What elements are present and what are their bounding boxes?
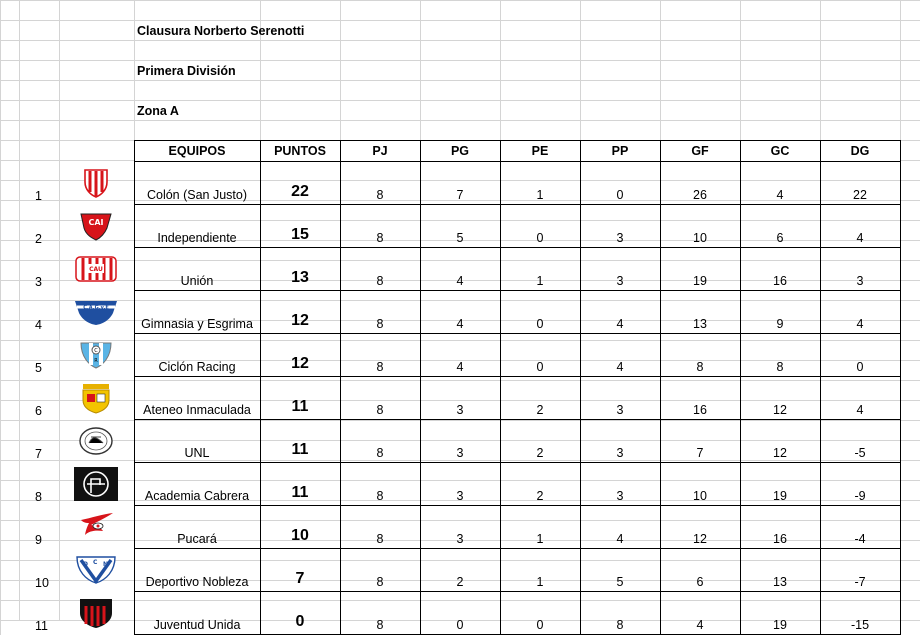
gc-cell[interactable]: 12: [740, 377, 820, 420]
pg-cell[interactable]: 3: [420, 506, 500, 549]
gf-cell[interactable]: 10: [660, 205, 740, 248]
table-row: [19, 205, 900, 248]
points-cell[interactable]: 22: [260, 162, 340, 205]
gc-cell[interactable]: 13: [740, 549, 820, 592]
pj-cell[interactable]: 8: [340, 463, 420, 506]
position-cell[interactable]: 8: [35, 489, 42, 504]
points-cell[interactable]: 11: [260, 463, 340, 506]
crest-cell[interactable]: [59, 248, 134, 291]
gf-cell[interactable]: 7: [660, 420, 740, 463]
pe-cell[interactable]: 0: [500, 592, 580, 635]
header-row: [19, 141, 900, 162]
pp-cell[interactable]: 4: [580, 334, 660, 377]
ciclon-racing-crest-icon: [73, 338, 119, 372]
table-row: [19, 463, 900, 506]
table-row: [19, 248, 900, 291]
position-cell[interactable]: 5: [35, 360, 42, 375]
gf-cell[interactable]: 19: [660, 248, 740, 291]
pj-cell[interactable]: 8: [340, 420, 420, 463]
pe-cell[interactable]: 1: [500, 162, 580, 205]
division-title[interactable]: Primera División: [137, 64, 236, 78]
pg-cell[interactable]: 0: [420, 592, 500, 635]
points-cell[interactable]: 10: [260, 506, 340, 549]
pj-cell[interactable]: 8: [340, 377, 420, 420]
table-row: [19, 291, 900, 334]
gf-cell[interactable]: 8: [660, 334, 740, 377]
colon-crest-icon: [73, 166, 119, 200]
gf-cell[interactable]: 16: [660, 377, 740, 420]
unl-seal-icon: [73, 424, 119, 458]
team-name-cell[interactable]: Academia Cabrera: [134, 463, 260, 506]
crest-cell[interactable]: [59, 592, 134, 635]
pp-cell[interactable]: 8: [580, 592, 660, 635]
svg-text:C.A.G.y.E: C.A.G.y.E: [83, 305, 110, 311]
team-name-cell[interactable]: UNL: [134, 420, 260, 463]
pj-cell[interactable]: 8: [340, 291, 420, 334]
gf-cell[interactable]: 4: [660, 592, 740, 635]
gf-cell[interactable]: 10: [660, 463, 740, 506]
gf-cell[interactable]: 13: [660, 291, 740, 334]
points-cell[interactable]: 11: [260, 420, 340, 463]
position-cell[interactable]: 10: [35, 575, 49, 590]
pj-cell[interactable]: 8: [340, 592, 420, 635]
team-name-cell[interactable]: Ateneo Inmaculada: [134, 377, 260, 420]
crest-cell[interactable]: [59, 377, 134, 420]
academia-cabrera-crest-icon: [73, 467, 119, 501]
team-name-cell[interactable]: Pucará: [134, 506, 260, 549]
crest-cell[interactable]: [59, 205, 134, 248]
points-cell[interactable]: 11: [260, 377, 340, 420]
pp-cell[interactable]: 3: [580, 463, 660, 506]
pj-cell[interactable]: 8: [340, 205, 420, 248]
col-header-pe[interactable]: PE: [500, 141, 580, 162]
col-header-pj[interactable]: PJ: [340, 141, 420, 162]
pe-cell[interactable]: 0: [500, 291, 580, 334]
standings-table: [19, 140, 901, 635]
team-name-cell[interactable]: Juventud Unida: [134, 592, 260, 635]
svg-text:CAI: CAI: [88, 218, 104, 227]
gc-cell[interactable]: 4: [740, 162, 820, 205]
team-name-cell[interactable]: Colón (San Justo): [134, 162, 260, 205]
crest-cell[interactable]: [59, 506, 134, 549]
pe-cell[interactable]: 1: [500, 248, 580, 291]
gc-cell[interactable]: 16: [740, 506, 820, 549]
pg-cell[interactable]: 7: [420, 162, 500, 205]
pp-cell[interactable]: 3: [580, 248, 660, 291]
points-cell[interactable]: 12: [260, 334, 340, 377]
crest-cell[interactable]: [59, 549, 134, 592]
team-name-cell[interactable]: Ciclón Racing: [134, 334, 260, 377]
col-header-pp[interactable]: PP: [580, 141, 660, 162]
pg-cell[interactable]: 5: [420, 205, 500, 248]
col-header-gc[interactable]: GC: [740, 141, 820, 162]
pp-cell[interactable]: 3: [580, 377, 660, 420]
team-name-cell[interactable]: Gimnasia y Esgrima: [134, 291, 260, 334]
position-cell[interactable]: 1: [35, 188, 42, 203]
gc-cell[interactable]: 12: [740, 420, 820, 463]
dg-cell[interactable]: -5: [820, 420, 900, 463]
pe-cell[interactable]: 1: [500, 506, 580, 549]
crest-cell[interactable]: [59, 463, 134, 506]
pucara-crest-icon: [73, 510, 119, 544]
col-header-puntos[interactable]: PUNTOS: [260, 141, 340, 162]
pp-cell[interactable]: 4: [580, 291, 660, 334]
gc-cell[interactable]: 16: [740, 248, 820, 291]
pp-cell[interactable]: 0: [580, 162, 660, 205]
pp-cell[interactable]: 3: [580, 420, 660, 463]
dg-cell[interactable]: -9: [820, 463, 900, 506]
pg-cell[interactable]: 2: [420, 549, 500, 592]
pe-cell[interactable]: 2: [500, 463, 580, 506]
svg-text:C: C: [93, 559, 98, 566]
pe-cell[interactable]: 0: [500, 205, 580, 248]
table-row: [19, 162, 900, 205]
gc-cell[interactable]: 6: [740, 205, 820, 248]
crest-cell[interactable]: [59, 291, 134, 334]
pj-cell[interactable]: 8: [340, 334, 420, 377]
pg-cell[interactable]: 4: [420, 291, 500, 334]
position-cell[interactable]: 7: [35, 446, 42, 461]
position-cell[interactable]: 2: [35, 231, 42, 246]
gc-cell[interactable]: 19: [740, 592, 820, 635]
blank-cell: [59, 141, 134, 162]
team-name-cell[interactable]: Unión: [134, 248, 260, 291]
col-header-dg[interactable]: DG: [820, 141, 900, 162]
pg-cell[interactable]: 3: [420, 463, 500, 506]
gc-cell[interactable]: 8: [740, 334, 820, 377]
svg-text:R: R: [94, 358, 98, 364]
independiente-crest-icon: [73, 209, 119, 243]
position-cell[interactable]: 4: [35, 317, 42, 332]
svg-text:CAU: CAU: [89, 266, 104, 273]
gc-cell[interactable]: 19: [740, 463, 820, 506]
position-cell[interactable]: 3: [35, 274, 42, 289]
pg-cell[interactable]: 3: [420, 377, 500, 420]
col-header-equipos[interactable]: EQUIPOS: [134, 141, 260, 162]
pg-cell[interactable]: 4: [420, 248, 500, 291]
team-name-cell[interactable]: Independiente: [134, 205, 260, 248]
gc-cell[interactable]: 9: [740, 291, 820, 334]
zone-title[interactable]: Zona A: [137, 104, 179, 118]
pj-cell[interactable]: 8: [340, 506, 420, 549]
dg-cell[interactable]: -7: [820, 549, 900, 592]
gf-cell[interactable]: 6: [660, 549, 740, 592]
points-cell[interactable]: 13: [260, 248, 340, 291]
table-row: [19, 592, 900, 635]
table-row: [19, 420, 900, 463]
pg-cell[interactable]: 3: [420, 420, 500, 463]
position-cell[interactable]: 11: [35, 618, 48, 633]
gimnasia-crest-icon: [73, 295, 119, 329]
pp-cell[interactable]: 5: [580, 549, 660, 592]
blank-cell: [19, 141, 59, 162]
dg-cell[interactable]: -15: [820, 592, 900, 635]
col-header-gf[interactable]: GF: [660, 141, 740, 162]
dg-cell[interactable]: 3: [820, 248, 900, 291]
points-cell[interactable]: 0: [260, 592, 340, 635]
pe-cell[interactable]: 2: [500, 420, 580, 463]
pj-cell[interactable]: 8: [340, 162, 420, 205]
gf-cell[interactable]: 12: [660, 506, 740, 549]
pj-cell[interactable]: 8: [340, 248, 420, 291]
crest-cell[interactable]: [59, 420, 134, 463]
crest-cell[interactable]: [59, 162, 134, 205]
dg-cell[interactable]: 4: [820, 205, 900, 248]
pg-cell[interactable]: 4: [420, 334, 500, 377]
pp-cell[interactable]: 3: [580, 205, 660, 248]
dg-cell[interactable]: -4: [820, 506, 900, 549]
pe-cell[interactable]: 0: [500, 334, 580, 377]
svg-text:D: D: [83, 561, 89, 568]
table-row: [19, 549, 900, 592]
points-cell[interactable]: 12: [260, 291, 340, 334]
union-crest-icon: [73, 252, 119, 286]
pe-cell[interactable]: 2: [500, 377, 580, 420]
col-header-pg[interactable]: PG: [420, 141, 500, 162]
gf-cell[interactable]: 26: [660, 162, 740, 205]
ateneo-crest-icon: [73, 381, 119, 415]
points-cell[interactable]: 7: [260, 549, 340, 592]
dg-cell[interactable]: 4: [820, 377, 900, 420]
dg-cell[interactable]: 22: [820, 162, 900, 205]
dg-cell[interactable]: 4: [820, 291, 900, 334]
dg-cell[interactable]: 0: [820, 334, 900, 377]
pp-cell[interactable]: 4: [580, 506, 660, 549]
crest-cell[interactable]: [59, 334, 134, 377]
juventud-unida-crest-icon: [73, 596, 119, 630]
nobleza-crest-icon: [73, 553, 119, 587]
pe-cell[interactable]: 1: [500, 549, 580, 592]
points-cell[interactable]: 15: [260, 205, 340, 248]
svg-text:C: C: [94, 348, 98, 354]
position-cell[interactable]: 9: [35, 532, 42, 547]
svg-text:N: N: [103, 561, 109, 568]
table-row: [19, 334, 900, 377]
pj-cell[interactable]: 8: [340, 549, 420, 592]
tournament-title[interactable]: Clausura Norberto Serenotti: [137, 24, 305, 38]
position-cell[interactable]: 6: [35, 403, 42, 418]
team-name-cell[interactable]: Deportivo Nobleza: [134, 549, 260, 592]
table-row: [19, 506, 900, 549]
table-row: [19, 377, 900, 420]
